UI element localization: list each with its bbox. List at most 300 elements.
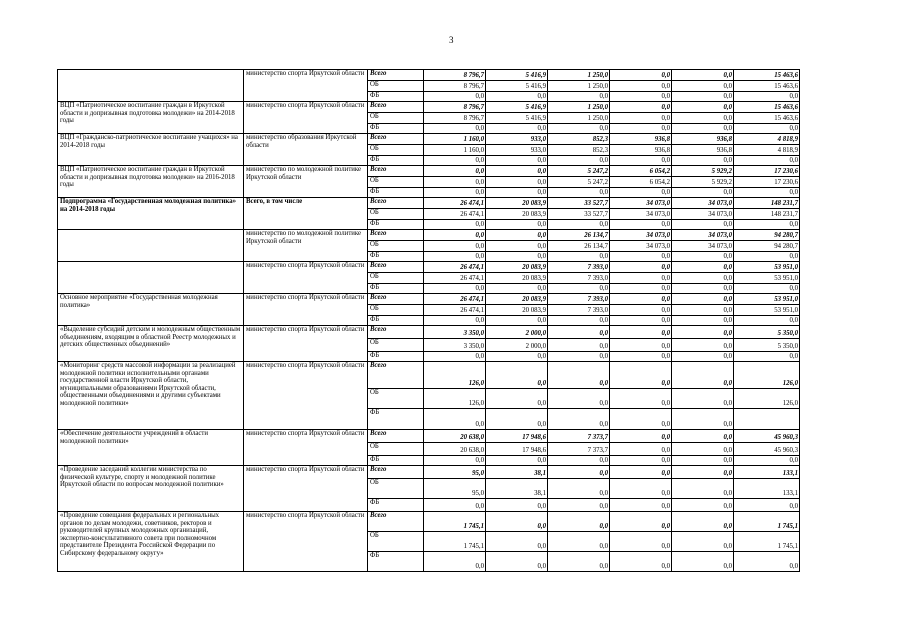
year-value-cell: 0,0 (486, 409, 548, 430)
program-name-cell: «Выделение субсидий детским и молодежным общественным объединениям, входящим в областной Реестр молодежных и детских общественных объединений» (58, 326, 244, 362)
year-value-cell: 5 416,9 (486, 102, 548, 113)
year-value-cell: 0,0 (672, 188, 734, 198)
year-value-cell: 0,0 (610, 188, 672, 198)
funding-source-cell: ФБ (368, 156, 424, 166)
year-value-cell: 33 527,7 (548, 209, 610, 220)
funding-source-cell: Всего (368, 326, 424, 339)
year-value-cell: 0,0 (486, 362, 548, 389)
year-value-cell: 0,0 (548, 188, 610, 198)
year-value-cell: 0,0 (424, 252, 486, 262)
funding-source-cell: Всего (368, 430, 424, 443)
year-value-cell: 0,0 (424, 220, 486, 230)
table-row (58, 70, 800, 81)
budget-table (57, 69, 800, 572)
funding-source-cell: ФБ (368, 92, 424, 102)
year-value-cell: 20 083,9 (486, 262, 548, 273)
year-value-cell: 1 250,0 (548, 102, 610, 113)
year-value-cell: 126,0 (424, 389, 486, 409)
year-value-cell: 0,0 (610, 352, 672, 362)
year-value-cell: 0,0 (610, 339, 672, 352)
total-value-cell: 15 463,6 (734, 81, 800, 92)
year-value-cell: 0,0 (610, 262, 672, 273)
total-value-cell: 4 818,9 (734, 145, 800, 156)
funding-source-cell: ФБ (368, 220, 424, 230)
year-value-cell: 8 796,7 (424, 102, 486, 113)
year-value-cell: 0,0 (424, 241, 486, 252)
table-row (58, 134, 800, 145)
year-value-cell: 6 054,2 (610, 166, 672, 177)
total-value-cell: 17 230,6 (734, 177, 800, 188)
table-row (58, 512, 800, 532)
year-value-cell: 0,0 (672, 70, 734, 81)
executor-cell: министерство спорта Иркутской области (244, 102, 368, 134)
executor-cell: министерство спорта Иркутской области (244, 466, 368, 512)
total-value-cell: 0,0 (734, 124, 800, 134)
funding-source-cell: Всего (368, 134, 424, 145)
year-value-cell: 0,0 (548, 156, 610, 166)
year-value-cell: 0,0 (424, 456, 486, 466)
year-value-cell: 0,0 (610, 305, 672, 316)
year-value-cell: 0,0 (610, 456, 672, 466)
year-value-cell: 0,0 (610, 124, 672, 134)
year-value-cell: 0,0 (486, 252, 548, 262)
program-name-cell (58, 230, 244, 262)
year-value-cell: 5 416,9 (486, 70, 548, 81)
year-value-cell: 0,0 (486, 532, 548, 552)
funding-source-cell: Всего (368, 166, 424, 177)
year-value-cell: 0,0 (610, 284, 672, 294)
year-value-cell: 0,0 (672, 81, 734, 92)
year-value-cell: 2 000,0 (486, 339, 548, 352)
total-value-cell: 0,0 (734, 188, 800, 198)
year-value-cell: 0,0 (548, 362, 610, 389)
program-name-cell: ВЦП «Патриотическое воспитание граждан в Иркутской области и допризывная подготовка молодежи» на 2014-2018 годы (58, 102, 244, 134)
funding-source-cell: ФБ (368, 252, 424, 262)
total-value-cell: 0,0 (734, 284, 800, 294)
year-value-cell: 38,1 (486, 466, 548, 479)
total-value-cell: 45 960,3 (734, 430, 800, 443)
year-value-cell: 20 083,9 (486, 273, 548, 284)
year-value-cell: 26 474,1 (424, 273, 486, 284)
year-value-cell: 0,0 (610, 409, 672, 430)
total-value-cell: 45 960,3 (734, 443, 800, 456)
funding-source-cell: ОБ (368, 113, 424, 124)
funding-source-cell: ФБ (368, 409, 424, 430)
funding-source-cell: Всего (368, 70, 424, 81)
funding-source-cell: ОБ (368, 339, 424, 352)
year-value-cell: 0,0 (610, 532, 672, 552)
year-value-cell: 26 474,1 (424, 294, 486, 305)
year-value-cell: 0,0 (672, 252, 734, 262)
total-value-cell: 0,0 (734, 252, 800, 262)
total-value-cell: 0,0 (734, 552, 800, 572)
year-value-cell: 0,0 (548, 352, 610, 362)
year-value-cell: 0,0 (548, 552, 610, 572)
year-value-cell: 34 073,0 (672, 209, 734, 220)
year-value-cell: 0,0 (548, 92, 610, 102)
total-value-cell: 1 745,1 (734, 532, 800, 552)
year-value-cell: 5 929,2 (672, 166, 734, 177)
year-value-cell: 8 796,7 (424, 81, 486, 92)
year-value-cell: 0,0 (610, 156, 672, 166)
year-value-cell: 0,0 (610, 252, 672, 262)
total-value-cell: 5 350,0 (734, 339, 800, 352)
funding-source-cell: ФБ (368, 188, 424, 198)
year-value-cell: 0,0 (672, 294, 734, 305)
year-value-cell: 936,8 (672, 145, 734, 156)
year-value-cell: 1 160,0 (424, 134, 486, 145)
funding-source-cell: ФБ (368, 284, 424, 294)
year-value-cell: 0,0 (424, 284, 486, 294)
table-row (58, 294, 800, 305)
program-name-cell: «Обеспечение деятельности учреждений в области молодежной политики» (58, 430, 244, 466)
year-value-cell: 33 527,7 (548, 198, 610, 209)
funding-source-cell: ОБ (368, 389, 424, 409)
year-value-cell: 0,0 (672, 92, 734, 102)
funding-source-cell: ФБ (368, 456, 424, 466)
funding-source-cell: ФБ (368, 499, 424, 512)
year-value-cell: 126,0 (424, 362, 486, 389)
year-value-cell: 0,0 (610, 430, 672, 443)
total-value-cell: 17 230,6 (734, 166, 800, 177)
total-value-cell: 15 463,6 (734, 102, 800, 113)
program-name-cell: «Проведение заседаний коллегии министерства по физической культуре, спорту и молодежной политике Иркутской области по вопросам молодежной политики» (58, 466, 244, 512)
year-value-cell: 26 474,1 (424, 209, 486, 220)
year-value-cell: 936,8 (610, 145, 672, 156)
executor-cell: министерство спорта Иркутской области (244, 326, 368, 362)
total-value-cell: 53 951,0 (734, 273, 800, 284)
year-value-cell: 38,1 (486, 479, 548, 499)
year-value-cell: 34 073,0 (610, 198, 672, 209)
funding-source-cell: ОБ (368, 209, 424, 220)
year-value-cell: 0,0 (486, 552, 548, 572)
year-value-cell: 0,0 (672, 552, 734, 572)
year-value-cell: 7 393,0 (548, 273, 610, 284)
year-value-cell: 0,0 (548, 499, 610, 512)
year-value-cell: 0,0 (424, 92, 486, 102)
funding-source-cell: ОБ (368, 305, 424, 316)
year-value-cell: 7 393,0 (548, 294, 610, 305)
program-name-cell: Подпрограмма «Государственная молодежная политика» на 2014-2018 годы (58, 198, 244, 230)
year-value-cell: 7 393,0 (548, 305, 610, 316)
year-value-cell: 0,0 (424, 156, 486, 166)
year-value-cell: 7 373,7 (548, 430, 610, 443)
year-value-cell: 1 160,0 (424, 145, 486, 156)
executor-cell: министерство по молодежной политике Иркутской области (244, 230, 368, 262)
year-value-cell: 0,0 (424, 166, 486, 177)
year-value-cell: 0,0 (672, 362, 734, 389)
page-number: 3 (449, 35, 454, 45)
executor-cell: министерство спорта Иркутской области (244, 262, 368, 294)
year-value-cell: 0,0 (424, 177, 486, 188)
table-row (58, 262, 800, 273)
year-value-cell: 6 054,2 (610, 177, 672, 188)
year-value-cell: 0,0 (672, 499, 734, 512)
year-value-cell: 0,0 (486, 156, 548, 166)
total-value-cell: 1 745,1 (734, 512, 800, 532)
year-value-cell: 0,0 (672, 443, 734, 456)
year-value-cell: 0,0 (548, 532, 610, 552)
year-value-cell: 0,0 (610, 326, 672, 339)
year-value-cell: 0,0 (610, 479, 672, 499)
year-value-cell: 0,0 (672, 339, 734, 352)
year-value-cell: 0,0 (672, 512, 734, 532)
total-value-cell: 148 231,7 (734, 198, 800, 209)
total-value-cell: 0,0 (734, 499, 800, 512)
total-value-cell: 126,0 (734, 389, 800, 409)
year-value-cell: 933,0 (486, 134, 548, 145)
program-name-cell: Основное мероприятие «Государственная молодежная политика» (58, 294, 244, 326)
funding-source-cell: ОБ (368, 241, 424, 252)
year-value-cell: 0,0 (548, 466, 610, 479)
year-value-cell: 0,0 (610, 362, 672, 389)
year-value-cell: 20 083,9 (486, 209, 548, 220)
year-value-cell: 1 745,1 (424, 512, 486, 532)
year-value-cell: 0,0 (548, 220, 610, 230)
executor-cell: министерство спорта Иркутской области (244, 70, 368, 102)
program-name-cell (58, 70, 244, 102)
year-value-cell: 34 073,0 (672, 198, 734, 209)
table-row (58, 362, 800, 389)
year-value-cell: 0,0 (548, 316, 610, 326)
year-value-cell: 5 416,9 (486, 81, 548, 92)
year-value-cell: 0,0 (672, 113, 734, 124)
year-value-cell: 0,0 (424, 552, 486, 572)
year-value-cell: 3 350,0 (424, 326, 486, 339)
year-value-cell: 0,0 (548, 479, 610, 499)
year-value-cell: 0,0 (610, 443, 672, 456)
executor-cell: министерство спорта Иркутской области (244, 294, 368, 326)
year-value-cell: 5 247,2 (548, 177, 610, 188)
year-value-cell: 0,0 (548, 409, 610, 430)
table-row (58, 466, 800, 479)
year-value-cell: 0,0 (610, 273, 672, 284)
total-value-cell: 15 463,6 (734, 70, 800, 81)
year-value-cell: 0,0 (610, 466, 672, 479)
year-value-cell: 26 134,7 (548, 230, 610, 241)
year-value-cell: 0,0 (610, 552, 672, 572)
year-value-cell: 0,0 (672, 156, 734, 166)
funding-source-cell: ОБ (368, 81, 424, 92)
year-value-cell: 0,0 (486, 316, 548, 326)
year-value-cell: 20 083,9 (486, 305, 548, 316)
year-value-cell: 0,0 (486, 456, 548, 466)
year-value-cell: 26 474,1 (424, 262, 486, 273)
year-value-cell: 0,0 (672, 532, 734, 552)
funding-source-cell: ФБ (368, 316, 424, 326)
year-value-cell: 0,0 (672, 220, 734, 230)
year-value-cell: 0,0 (548, 339, 610, 352)
year-value-cell: 0,0 (486, 166, 548, 177)
year-value-cell: 1 250,0 (548, 113, 610, 124)
year-value-cell: 0,0 (424, 188, 486, 198)
funding-source-cell: ОБ (368, 273, 424, 284)
year-value-cell: 0,0 (486, 284, 548, 294)
year-value-cell: 0,0 (424, 409, 486, 430)
executor-cell: министерство по молодежной политике Иркутской области (244, 166, 368, 198)
year-value-cell: 26 134,7 (548, 241, 610, 252)
total-value-cell: 53 951,0 (734, 262, 800, 273)
total-value-cell: 15 463,6 (734, 113, 800, 124)
funding-source-cell: Всего (368, 362, 424, 389)
year-value-cell: 0,0 (672, 305, 734, 316)
year-value-cell: 0,0 (486, 92, 548, 102)
year-value-cell: 0,0 (486, 177, 548, 188)
total-value-cell: 53 951,0 (734, 305, 800, 316)
year-value-cell: 0,0 (672, 102, 734, 113)
total-value-cell: 0,0 (734, 316, 800, 326)
year-value-cell: 0,0 (610, 81, 672, 92)
year-value-cell: 1 250,0 (548, 81, 610, 92)
year-value-cell: 0,0 (486, 512, 548, 532)
year-value-cell: 0,0 (672, 352, 734, 362)
year-value-cell: 0,0 (486, 352, 548, 362)
funding-source-cell: ОБ (368, 532, 424, 552)
year-value-cell: 7 393,0 (548, 262, 610, 273)
year-value-cell: 936,8 (610, 134, 672, 145)
year-value-cell: 0,0 (548, 326, 610, 339)
year-value-cell: 34 073,0 (610, 230, 672, 241)
program-name-cell: «Мониторинг средств массовой информации за реализацией молодежной политики исполнительными органами государственной власти Иркутской области, муниципальными образованиями Иркутской области, общественными объединениями и другими субъектами молодежной политики» (58, 362, 244, 430)
year-value-cell: 0,0 (424, 316, 486, 326)
year-value-cell: 34 073,0 (672, 230, 734, 241)
year-value-cell: 0,0 (672, 479, 734, 499)
year-value-cell: 0,0 (672, 326, 734, 339)
total-value-cell: 5 350,0 (734, 326, 800, 339)
executor-cell: министерство спорта Иркутской области (244, 362, 368, 430)
year-value-cell: 1 250,0 (548, 70, 610, 81)
table-row (58, 230, 800, 241)
table-row (58, 430, 800, 443)
year-value-cell: 0,0 (610, 512, 672, 532)
funding-source-cell: Всего (368, 512, 424, 532)
year-value-cell: 0,0 (548, 124, 610, 134)
funding-source-cell: ОБ (368, 177, 424, 188)
year-value-cell: 0,0 (610, 113, 672, 124)
year-value-cell: 0,0 (548, 512, 610, 532)
total-value-cell: 0,0 (734, 352, 800, 362)
year-value-cell: 852,3 (548, 145, 610, 156)
year-value-cell: 0,0 (672, 430, 734, 443)
funding-source-cell: Всего (368, 262, 424, 273)
year-value-cell: 0,0 (672, 409, 734, 430)
funding-source-cell: ФБ (368, 552, 424, 572)
year-value-cell: 95,0 (424, 479, 486, 499)
funding-source-cell: Всего (368, 102, 424, 113)
year-value-cell: 0,0 (672, 124, 734, 134)
total-value-cell: 148 231,7 (734, 209, 800, 220)
table-row (58, 326, 800, 339)
year-value-cell: 0,0 (672, 456, 734, 466)
table-row (58, 198, 800, 209)
year-value-cell: 5 416,9 (486, 113, 548, 124)
year-value-cell: 0,0 (610, 316, 672, 326)
program-name-cell: ВЦП «Патриотическое воспитание граждан в Иркутской области и допризывная подготовка молодежи» на 2016-2018 годы (58, 166, 244, 198)
year-value-cell: 20 638,0 (424, 443, 486, 456)
total-value-cell: 133,1 (734, 479, 800, 499)
total-value-cell: 94 280,7 (734, 230, 800, 241)
year-value-cell: 0,0 (610, 102, 672, 113)
executor-cell: Всего, в том числе (244, 198, 368, 230)
total-value-cell: 0,0 (734, 92, 800, 102)
funding-source-cell: ОБ (368, 145, 424, 156)
funding-source-cell: Всего (368, 230, 424, 241)
year-value-cell: 17 948,6 (486, 430, 548, 443)
year-value-cell: 26 474,1 (424, 198, 486, 209)
funding-source-cell: ОБ (368, 443, 424, 456)
year-value-cell: 20 638,0 (424, 430, 486, 443)
year-value-cell: 0,0 (486, 230, 548, 241)
total-value-cell: 133,1 (734, 466, 800, 479)
funding-source-cell: ОБ (368, 479, 424, 499)
table-row (58, 166, 800, 177)
total-value-cell: 126,0 (734, 362, 800, 389)
year-value-cell: 0,0 (610, 294, 672, 305)
year-value-cell: 5 929,2 (672, 177, 734, 188)
year-value-cell: 17 948,6 (486, 443, 548, 456)
year-value-cell: 852,3 (548, 134, 610, 145)
year-value-cell: 0,0 (610, 220, 672, 230)
funding-source-cell: ФБ (368, 352, 424, 362)
year-value-cell: 0,0 (672, 466, 734, 479)
year-value-cell: 20 083,9 (486, 294, 548, 305)
total-value-cell: 94 280,7 (734, 241, 800, 252)
total-value-cell: 53 951,0 (734, 294, 800, 305)
year-value-cell: 0,0 (486, 124, 548, 134)
year-value-cell: 0,0 (672, 262, 734, 273)
year-value-cell: 20 083,9 (486, 198, 548, 209)
year-value-cell: 34 073,0 (610, 241, 672, 252)
year-value-cell: 936,8 (672, 134, 734, 145)
year-value-cell: 0,0 (548, 389, 610, 409)
year-value-cell: 0,0 (610, 499, 672, 512)
year-value-cell: 2 000,0 (486, 326, 548, 339)
year-value-cell: 26 474,1 (424, 305, 486, 316)
year-value-cell: 0,0 (424, 352, 486, 362)
year-value-cell: 3 350,0 (424, 339, 486, 352)
year-value-cell: 0,0 (672, 284, 734, 294)
year-value-cell: 5 247,2 (548, 166, 610, 177)
year-value-cell: 0,0 (486, 241, 548, 252)
executor-cell: министерство образования Иркутской области (244, 134, 368, 166)
year-value-cell: 933,0 (486, 145, 548, 156)
year-value-cell: 0,0 (548, 284, 610, 294)
program-name-cell: «Проведение совещания федеральных и региональных органов по делам молодежи, советников, ректоров и руководителей крупных молодежных организаций, экспертно-консультативного совета при полномочном представителе Президента Российской Федерации по Сибирскому федеральному округу» (58, 512, 244, 572)
executor-cell: министерство спорта Иркутской области (244, 512, 368, 572)
year-value-cell: 0,0 (672, 316, 734, 326)
year-value-cell: 34 073,0 (672, 241, 734, 252)
year-value-cell: 0,0 (424, 499, 486, 512)
year-value-cell: 0,0 (548, 252, 610, 262)
total-value-cell (734, 409, 800, 430)
year-value-cell: 95,0 (424, 466, 486, 479)
table-row (58, 102, 800, 113)
year-value-cell: 0,0 (548, 456, 610, 466)
year-value-cell: 0,0 (486, 188, 548, 198)
funding-source-cell: ФБ (368, 124, 424, 134)
executor-cell: министерство спорта Иркутской области (244, 430, 368, 466)
year-value-cell: 0,0 (672, 389, 734, 409)
funding-source-cell: Всего (368, 294, 424, 305)
program-name-cell (58, 262, 244, 294)
year-value-cell: 1 745,1 (424, 532, 486, 552)
total-value-cell: 4 818,9 (734, 134, 800, 145)
year-value-cell: 0,0 (486, 499, 548, 512)
year-value-cell: 0,0 (672, 273, 734, 284)
program-name-cell: ВЦП «Гражданско-патриотическое воспитание учащихся» на 2014-2018 годы (58, 134, 244, 166)
year-value-cell: 34 073,0 (610, 209, 672, 220)
total-value-cell: 0,0 (734, 456, 800, 466)
